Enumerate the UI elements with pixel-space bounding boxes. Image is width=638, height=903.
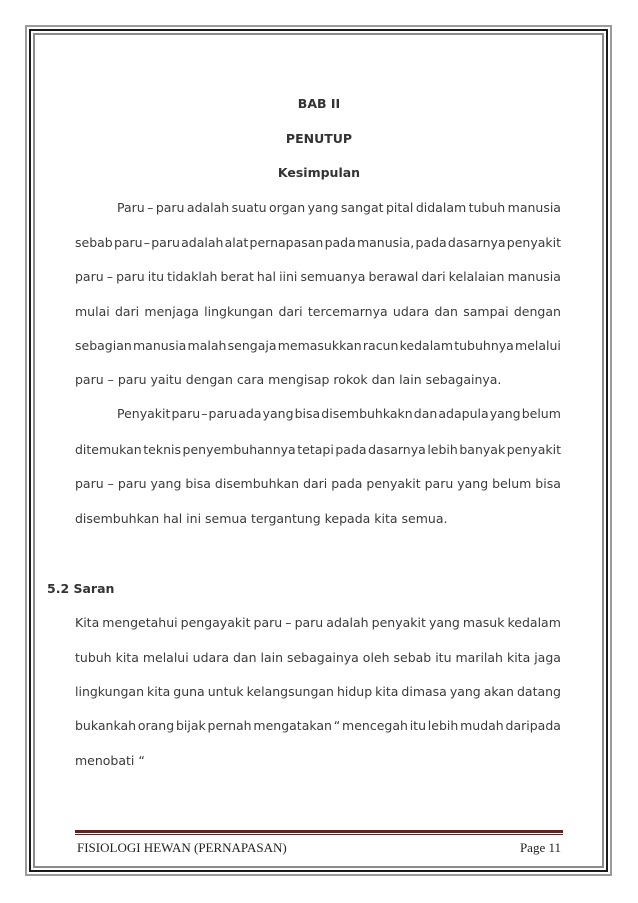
text-line: mulai dari menjaga lingkungan dari tercemarnya udara dan sampai dengan (75, 304, 561, 319)
text-line: Kita mengetahui pengayakit paru – paru adalah penyakit yang masuk kedalam (75, 615, 561, 630)
text-line: lingkungan kita guna untuk kelangsungan hidup kita dimasa yang akan datang (75, 684, 561, 699)
text-line: paru – paru itu tidaklah berat hal iini semuanya berawal dari kelalaian manusia (75, 269, 561, 284)
text-line: menobati “ (75, 753, 145, 768)
section-heading-saran: 5.2 Saran (47, 581, 115, 596)
text-line: ditemukan teknis penyembuhannya tetapi pada dasarnya lebih banyak penyakit (75, 442, 561, 457)
section-title-kesimpulan: Kesimpulan (277, 165, 361, 180)
text-line: Paru – paru adalah suatu organ yang sangat pital didalam tubuh manusia (117, 200, 561, 215)
text-line: sebagian manusia malah sengaja memasukkan racun kedalam tubuhnya melalui (75, 338, 561, 353)
footer-rule-thick (75, 830, 563, 833)
text-line: tubuh kita melalui udara dan lain sebagainya oleh sebab itu marilah kita jaga (75, 650, 561, 665)
footer-document-title: FISIOLOGI HEWAN (PERNAPASAN) (77, 840, 287, 855)
text-line: sebab paru – paru adalah alat pernapasan pada manusia, pada dasarnya penyakit (75, 235, 561, 250)
chapter-heading: BAB II (297, 96, 341, 111)
footer-rule-thin (75, 834, 563, 835)
text-line: bukankah orang bijak pernah mengatakan “ mencegah itu lebih mudah daripada (75, 718, 561, 733)
chapter-title: PENUTUP (285, 131, 353, 146)
footer-page-number: Page 11 (519, 840, 561, 855)
text-line: disembuhkan hal ini semua tergantung kepada kita semua. (75, 511, 448, 526)
text-line: Penyakit paru – paru ada yang bisa disembuhkakn dan adapula yang belum (117, 406, 561, 421)
text-line: paru – paru yang bisa disembuhkan dari pada penyakit paru yang belum bisa (75, 476, 561, 491)
text-line: paru – paru yaitu dengan cara mengisap rokok dan lain sebagainya. (75, 372, 502, 387)
